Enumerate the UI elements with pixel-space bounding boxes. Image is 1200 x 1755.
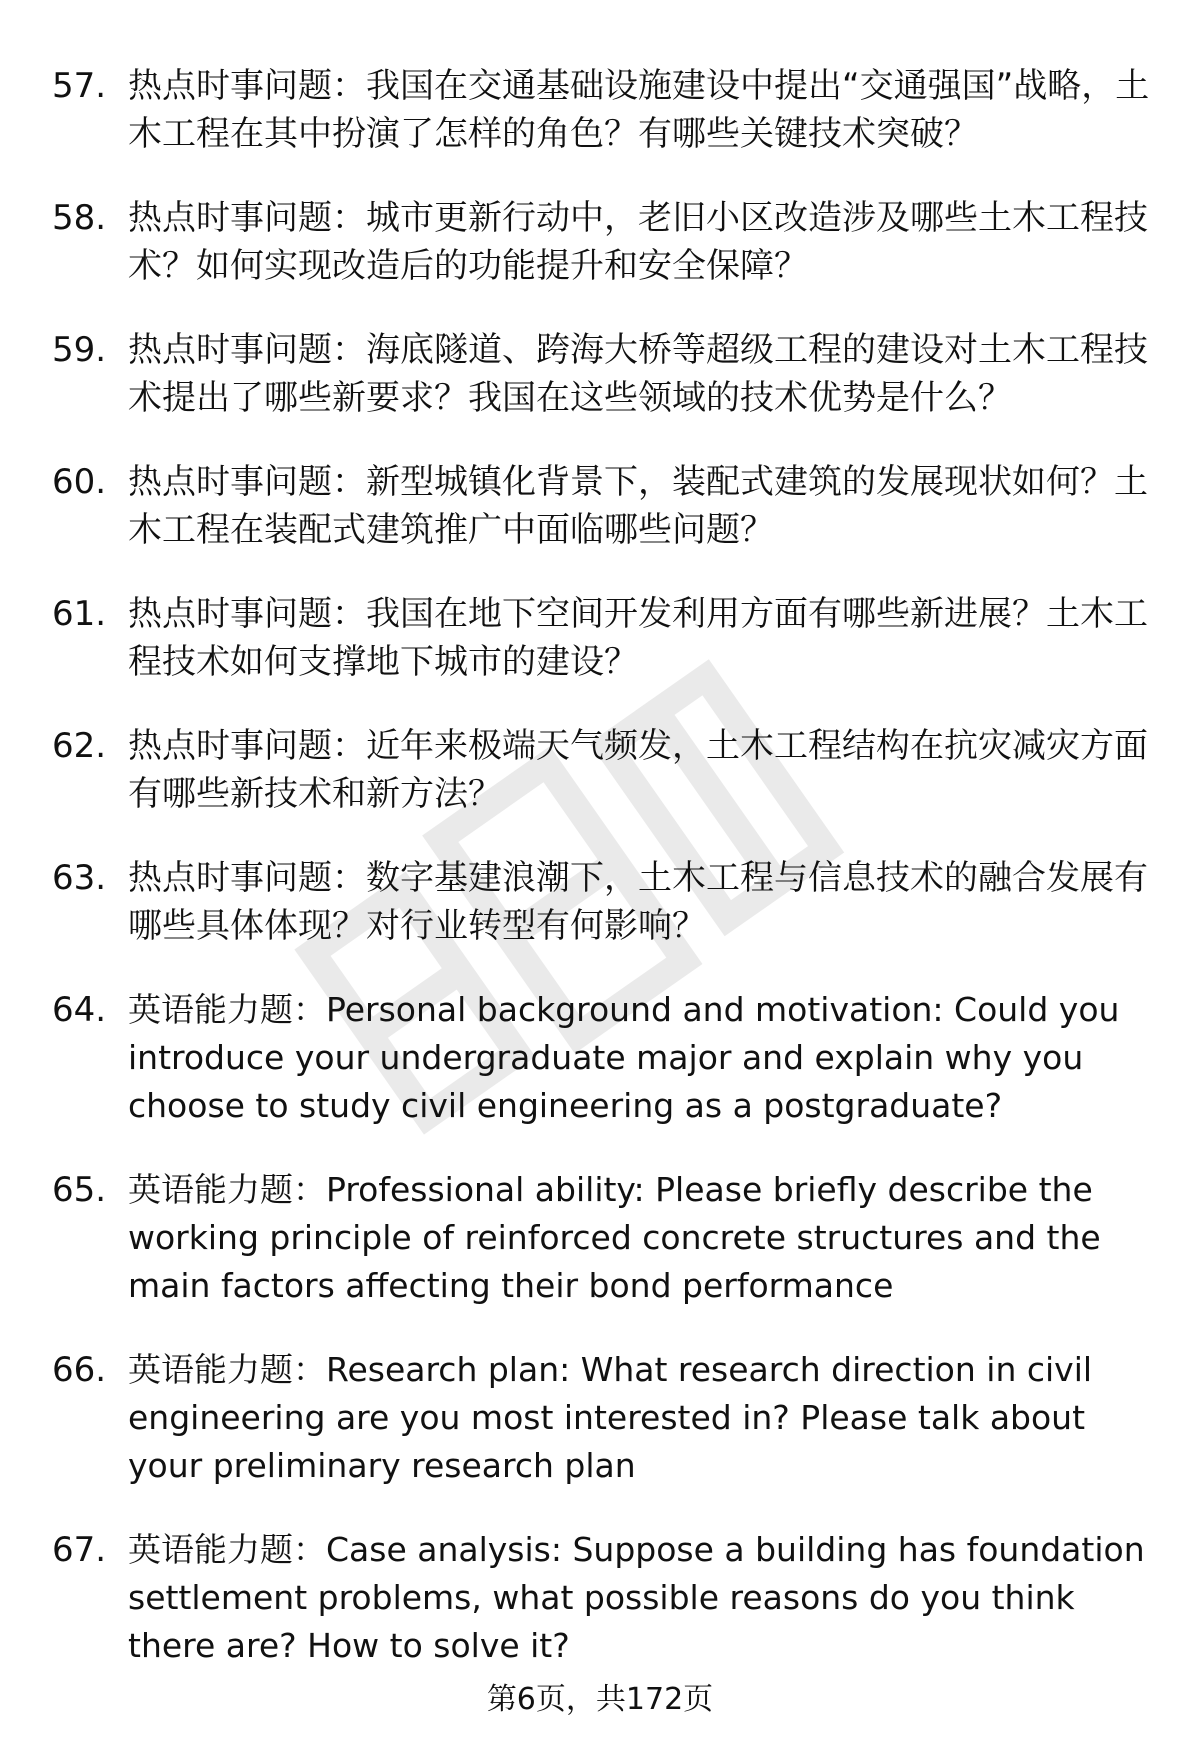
question-item <box>52 854 1152 950</box>
question-item <box>52 590 1152 686</box>
question-item <box>52 1346 1152 1490</box>
question-number: 61. <box>52 594 107 634</box>
question-text: 英语能力题：Personal background and motivation: Could you introduce your undergraduate major and explain why you choose to study civil engineering as a postgraduate? <box>128 990 1120 1125</box>
question-text: 英语能力题：Case analysis: Suppose a building has foundation settlement problems, what possible reasons do you think there are? How to solve it? <box>128 1530 1145 1665</box>
page-number-label: 第6页，共172页 <box>486 1682 714 1717</box>
question-list <box>52 62 1152 1706</box>
question-item <box>52 722 1152 818</box>
question-number: 67. <box>52 1530 107 1570</box>
question-number: 62. <box>52 726 107 766</box>
question-item <box>52 986 1152 1130</box>
question-text: 热点时事问题：海底隧道、跨海大桥等超级工程的建设对土木工程技术提出了哪些新要求？我国在这些领域的技术优势是什么？ <box>128 330 1148 418</box>
question-number: 58. <box>52 198 107 238</box>
question-number: 64. <box>52 990 107 1030</box>
question-text: 热点时事问题：城市更新行动中，老旧小区改造涉及哪些土木工程技术？如何实现改造后的功能提升和安全保障？ <box>128 198 1148 286</box>
question-text: 英语能力题：Research plan: What research direction in civil engineering are you most interested in? Please talk about your preliminary research plan <box>128 1350 1093 1485</box>
question-item <box>52 458 1152 554</box>
question-text: 热点时事问题：新型城镇化背景下，装配式建筑的发展现状如何？土木工程在装配式建筑推广中面临哪些问题？ <box>128 462 1148 550</box>
question-text: 英语能力题：Professional ability: Please briefly describe the working principle of reinforced concrete structures and the main factors affecting their bond performance <box>128 1170 1101 1305</box>
question-number: 63. <box>52 858 107 898</box>
question-text: 热点时事问题：我国在交通基础设施建设中提出“交通强国”战略，土木工程在其中扮演了怎样的角色？有哪些关键技术突破？ <box>128 66 1150 154</box>
question-item <box>52 1526 1152 1670</box>
question-item <box>52 62 1152 158</box>
question-number: 57. <box>52 66 107 106</box>
question-number: 59. <box>52 330 107 370</box>
page-footer <box>0 1680 1200 1720</box>
question-number: 65. <box>52 1170 107 1210</box>
question-text: 热点时事问题：数字基建浪潮下，土木工程与信息技术的融合发展有哪些具体体现？对行业转型有何影响？ <box>128 858 1148 946</box>
question-item <box>52 194 1152 290</box>
question-item <box>52 326 1152 422</box>
question-number: 60. <box>52 462 107 502</box>
question-text: 热点时事问题：近年来极端天气频发，土木工程结构在抗灾减灾方面有哪些新技术和新方法？ <box>128 726 1148 814</box>
question-text: 热点时事问题：我国在地下空间开发利用方面有哪些新进展？土木工程技术如何支撑地下城市的建设？ <box>128 594 1148 682</box>
question-number: 66. <box>52 1350 107 1390</box>
question-item <box>52 1166 1152 1310</box>
